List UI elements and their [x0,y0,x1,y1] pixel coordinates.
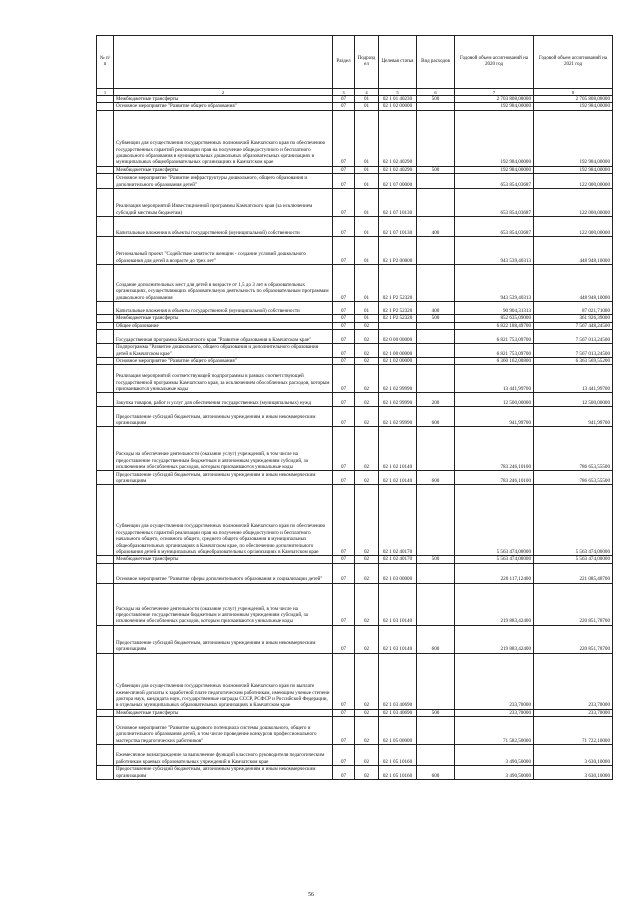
amount-2021-cell: 2 705 808,00000 [534,96,613,103]
index-cell: 6 [417,89,455,96]
budget-table-sheet [96,35,612,780]
subsection-cell: 02 [355,393,379,407]
table-row [97,322,613,329]
table-row [97,110,613,166]
amount-2020-cell: 783 246,10100 [455,427,534,471]
amount-2020-cell: 6 821 753,09700 [455,330,534,344]
expense-cell: 600 [417,407,455,427]
expense-cell [417,358,455,365]
table-row [97,166,613,173]
num-cell [97,166,114,173]
section-cell: 07 [333,653,355,709]
expense-cell [417,717,455,745]
index-cell: 2 [114,89,333,96]
expense-cell: 400 [417,302,455,315]
section-cell: 07 [333,485,355,556]
num-cell [97,344,114,358]
amount-2020-cell: 852 635,09000 [455,315,534,322]
expense-cell: 600 [417,766,455,780]
expense-cell: 500 [417,166,455,173]
col-header-2021: Годовой объем ассигнований на 2021 год [534,36,613,89]
expense-cell [417,330,455,344]
subsection-cell: 01 [355,103,379,110]
table-row [97,625,613,653]
subsection-cell: 01 [355,110,379,166]
subsection-cell: 01 [355,315,379,322]
target-cell: 02 1 P2 00000 [379,237,417,265]
table-row [97,407,613,427]
table-row [97,237,613,265]
section-cell: 07 [333,563,355,583]
target-cell: 02 1 03 00000 [379,563,417,583]
amount-2020-cell: 6 360 162,00800 [455,358,534,365]
name-cell: Субвенции для осуществления государственных полномочий Камчатского края по обеспечению государственных гарантий реализации прав на получение общедоступного и бесплатного начального общего, основного общего, среднего общего образования в муниципальных общеобразовательных организациях в Камчатском крае, по обеспечению дополнительного образования детей в муниципальных общеобразовательных организациях в Камчатском крае [114,485,333,556]
num-cell [97,302,114,315]
table-row [97,217,613,237]
num-cell [97,322,114,329]
table-row [97,556,613,563]
amount-2021-cell: 192 984,00000 [534,103,613,110]
target-cell: 02 1 02 10140 [379,471,417,485]
subsection-cell: 02 [355,344,379,358]
amount-2020-cell: 5 563 474,00000 [455,485,534,556]
target-cell: 02 1 P2 52320 [379,265,417,302]
subsection-cell: 02 [355,717,379,745]
target-cell: 02 1 07 00000 [379,174,417,189]
expense-cell [417,583,455,625]
index-cell: 1 [97,89,114,96]
amount-2021-cell: 122 000,00000 [534,189,613,217]
amount-2021-cell: 5 563 474,00000 [534,556,613,563]
amount-2021-cell: 3 630,10000 [534,745,613,766]
target-cell: 02 1 02 99990 [379,365,417,393]
amount-2021-cell: 13 441,99700 [534,365,613,393]
expense-cell: 200 [417,393,455,407]
subsection-cell: 02 [355,427,379,471]
target-cell: 02 1 05 10160 [379,745,417,766]
name-cell: Основное мероприятие "Развитие инфраструктуры дошкольного, общего образования и дополнительного образования детей" [114,174,333,189]
col-header-subsection: Подраздел [355,36,379,89]
amount-2020-cell: 941,99700 [455,407,534,427]
expense-cell [417,174,455,189]
expense-cell [417,265,455,302]
amount-2021-cell: 122 000,00000 [534,217,613,237]
amount-2020-cell: 13 441,99700 [455,365,534,393]
amount-2021-cell: 192 984,00000 [534,166,613,173]
section-cell: 07 [333,766,355,780]
column-index-row [97,89,613,96]
expense-cell: 600 [417,625,455,653]
amount-2020-cell: 783 246,10100 [455,471,534,485]
index-cell: 8 [534,89,613,96]
table-row [97,189,613,217]
target-cell: 02 1 02 40290 [379,166,417,173]
index-cell: 7 [455,89,534,96]
name-cell: Общее образование [114,322,333,329]
subsection-cell: 01 [355,237,379,265]
amount-2020-cell: 6 822 188,49700 [455,322,534,329]
amount-2021-cell: 5 563 474,00000 [534,485,613,556]
num-cell [97,709,114,716]
table-row [97,96,613,103]
num-cell [97,330,114,344]
expense-cell [417,365,455,393]
section-cell: 07 [333,365,355,393]
amount-2020-cell: 653 854,03687 [455,189,534,217]
name-cell: Расходы на обеспечение деятельности (оказание услуг) учреждений, в том числе на предоставление государственным бюджетным и автономным учреждениям субсидий, за исключением обособленных расходов, которым присваиваются уникальные коды [114,583,333,625]
target-cell: 02 1 02 00000 [379,358,417,365]
amount-2020-cell: 219 883,42400 [455,625,534,653]
col-header-expense: Вид расходов [417,36,455,89]
name-cell: Предоставление субсидий бюджетным, автономным учреждениям и иным некоммерческим организациям [114,407,333,427]
expense-cell: 500 [417,556,455,563]
amount-2020-cell: 219 883,42400 [455,583,534,625]
amount-2021-cell: 361 926,39000 [534,315,613,322]
expense-cell [417,485,455,556]
expense-cell [417,189,455,217]
col-header-2020: Годовой объем ассигнований на 2020 год [455,36,534,89]
name-cell: Межбюджетные трансферты [114,315,333,322]
section-cell: 07 [333,625,355,653]
table-row [97,485,613,556]
amount-2020-cell: 233,70000 [455,709,534,716]
num-cell [97,265,114,302]
name-cell: Основное мероприятие "Развитие сферы дополнительного образования и социализации детей" [114,563,333,583]
expense-cell: 500 [417,315,455,322]
target-cell: 02 1 07 10130 [379,217,417,237]
expense-cell [417,344,455,358]
table-row [97,174,613,189]
section-cell: 07 [333,556,355,563]
section-cell: 07 [333,237,355,265]
name-cell: Закупка товаров, работ и услуг для обеспечения государственных (муниципальных) нужд [114,393,333,407]
section-cell: 07 [333,189,355,217]
expense-cell [417,237,455,265]
num-cell [97,358,114,365]
section-cell: 07 [333,265,355,302]
subsection-cell: 01 [355,302,379,315]
budget-table [96,35,613,780]
target-cell: 02 1 02 00000 [379,103,417,110]
num-cell [97,471,114,485]
amount-2021-cell: 786 653,55500 [534,427,613,471]
subsection-cell: 01 [355,265,379,302]
name-cell: Капитальные вложения в объекты государственной (муниципальной) собственности [114,302,333,315]
subsection-cell: 02 [355,583,379,625]
subsection-cell: 01 [355,96,379,103]
section-cell: 07 [333,745,355,766]
col-header-target: Целевая статья [379,36,417,89]
subsection-cell: 02 [355,407,379,427]
amount-2020-cell: 71 582,50000 [455,717,534,745]
amount-2020-cell: 943 539,40313 [455,237,534,265]
section-cell: 07 [333,166,355,173]
name-cell: Межбюджетные трансферты [114,96,333,103]
table-row [97,427,613,471]
subsection-cell: 02 [355,358,379,365]
target-cell: 02 1 P2 52320 [379,302,417,315]
section-cell: 07 [333,217,355,237]
name-cell: Создание дополнительных мест для детей в возрасте от 1,5 до 3 лет в образовательных организациях, осуществляющих образовательную деятельность по образовательным программам дошкольного образования [114,265,333,302]
amount-2021-cell: 7 567 013,24500 [534,330,613,344]
expense-cell [417,745,455,766]
section-cell: 07 [333,344,355,358]
expense-cell [417,103,455,110]
name-cell: Предоставление субсидий бюджетным, автономным учреждениям и иным некоммерческим организациям [114,471,333,485]
name-cell: Межбюджетные трансферты [114,709,333,716]
expense-cell: 400 [417,217,455,237]
target-cell: 02 1 02 40170 [379,485,417,556]
subsection-cell: 02 [355,563,379,583]
target-cell: 02 1 00 00000 [379,344,417,358]
table-row [97,302,613,315]
target-cell: 02 1 07 10130 [379,189,417,217]
amount-2020-cell: 653 854,03687 [455,217,534,237]
expense-cell [417,427,455,471]
col-header-section: Раздел [333,36,355,89]
num-cell [97,103,114,110]
num-cell [97,393,114,407]
target-cell: 02 1 02 40170 [379,556,417,563]
name-cell: Предоставление субсидий бюджетным, автономным учреждениям и иным некоммерческим организациям [114,766,333,780]
amount-2020-cell: 220 117,12400 [455,563,534,583]
table-row [97,330,613,344]
amount-2021-cell: 941,99700 [534,407,613,427]
amount-2021-cell: 122 000,00000 [534,174,613,189]
expense-cell: 600 [417,471,455,485]
table-row [97,315,613,322]
amount-2020-cell: 192 984,00000 [455,110,534,166]
table-row [97,717,613,745]
section-cell: 07 [333,110,355,166]
name-cell: Предоставление субсидий бюджетным, автономным учреждениям и иным некоммерческим организациям [114,625,333,653]
subsection-cell: 02 [355,556,379,563]
expense-cell [417,563,455,583]
section-cell: 07 [333,709,355,716]
name-cell: Субвенции для осуществления государственных полномочий Камчатского края по обеспечению государственных гарантий реализации прав на получение общедоступного и бесплатного дошкольного образования в муниципальных дошкольных образовательных организациях и муниципальных общеобразовательных организациях в Камчатском крае [114,110,333,166]
amount-2020-cell: 12 500,00000 [455,393,534,407]
subsection-cell: 02 [355,322,379,329]
amount-2021-cell: 7 567 013,24500 [534,344,613,358]
name-cell: Ежемесячное вознаграждение за выполнение функций классного руководителя педагогическим работникам краевых образовательных учреждений в Камчатском крае [114,745,333,766]
table-row [97,344,613,358]
page-number: 56 [308,892,314,898]
num-cell [97,96,114,103]
amount-2021-cell: 192 984,00000 [534,110,613,166]
num-cell [97,485,114,556]
amount-2021-cell: 12 500,00000 [534,393,613,407]
num-cell [97,365,114,393]
amount-2021-cell: 71 722,10000 [534,717,613,745]
name-cell: Межбюджетные трансферты [114,556,333,563]
name-cell: Подпрограмма "Развитие дошкольного, общего образования и дополнительного образования детей в Камчатском крае" [114,344,333,358]
name-cell: Межбюджетные трансферты [114,166,333,173]
section-cell: 07 [333,103,355,110]
subsection-cell: 02 [355,766,379,780]
subsection-cell: 01 [355,189,379,217]
amount-2020-cell: 5 563 474,00000 [455,556,534,563]
amount-2020-cell: 2 703 808,00000 [455,96,534,103]
amount-2021-cell: 6 363 569,55200 [534,358,613,365]
table-row [97,103,613,110]
num-cell [97,563,114,583]
table-row [97,745,613,766]
name-cell: Субвенции для осуществления государственных полномочий Камчатского края по выплате ежемесячной доплаты к заработной плате педагогическим работникам, имеющим ученые степени доктора наук, кандидата наук, государственные награды СССР, РСФСР и Российской Федерации, в отдельных муниципальных образовательных организациях в Камчатском крае [114,653,333,709]
amount-2020-cell: 192 984,00000 [455,166,534,173]
section-cell: 07 [333,174,355,189]
amount-2020-cell: 653 854,03687 [455,174,534,189]
col-header-name [114,36,333,89]
num-cell [97,625,114,653]
amount-2021-cell: 3 630,10000 [534,766,613,780]
amount-2021-cell: 87 021,71000 [534,302,613,315]
section-cell: 07 [333,302,355,315]
amount-2021-cell: 233,70000 [534,709,613,716]
amount-2020-cell: 943 539,40313 [455,265,534,302]
target-cell: 02 1 02 99990 [379,393,417,407]
table-row [97,653,613,709]
target-cell [379,322,417,329]
section-cell: 07 [333,322,355,329]
subsection-cell: 01 [355,166,379,173]
amount-2020-cell: 6 821 753,09700 [455,344,534,358]
subsection-cell: 02 [355,625,379,653]
index-cell: 3 [333,89,355,96]
num-cell [97,315,114,322]
num-cell [97,427,114,471]
name-cell: Реализация мероприятий Инвестиционной программы Камчатского края (за исключением субсидий местным бюджетам) [114,189,333,217]
amount-2021-cell: 221 085,48700 [534,563,613,583]
amount-2021-cell: 786 653,55500 [534,471,613,485]
name-cell: Расходы на обеспечение деятельности (оказание услуг) учреждений, в том числе на предоставление государственным бюджетным и автономным учреждениям субсидий, за исключением обособленных расходов, которым присваиваются уникальные коды [114,427,333,471]
table-row [97,563,613,583]
target-cell: 02 1 03 40690 [379,653,417,709]
table-row [97,471,613,485]
table-row [97,265,613,302]
amount-2020-cell: 192 984,00000 [455,103,534,110]
num-cell [97,174,114,189]
section-cell: 07 [333,358,355,365]
name-cell: Основное мероприятие "Развитие общего образования" [114,358,333,365]
table-row [97,393,613,407]
num-cell [97,110,114,166]
target-cell: 02 0 00 00000 [379,330,417,344]
amount-2020-cell: 233,70000 [455,653,534,709]
col-header-num: № п/п [97,36,114,89]
amount-2021-cell: 7 567 448,24500 [534,322,613,329]
subsection-cell: 02 [355,330,379,344]
section-cell: 07 [333,393,355,407]
section-cell: 07 [333,330,355,344]
target-cell: 02 1 05 10160 [379,766,417,780]
target-cell: 02 1 03 10140 [379,583,417,625]
subsection-cell: 02 [355,471,379,485]
expense-cell [417,653,455,709]
section-cell: 07 [333,315,355,322]
num-cell [97,556,114,563]
num-cell [97,745,114,766]
name-cell: Основное мероприятие "Развитие кадрового потенциала системы дошкольного, общего и дополнительного образования детей, в том числе проведение конкурсов профессионального мастерства педагогических работников" [114,717,333,745]
table-row [97,358,613,365]
index-cell: 4 [355,89,379,96]
section-cell: 07 [333,717,355,745]
target-cell: 02 1 02 40290 [379,110,417,166]
amount-2021-cell: 448 948,10000 [534,265,613,302]
subsection-cell: 02 [355,709,379,716]
target-cell: 02 1 03 40690 [379,709,417,716]
table-row [97,365,613,393]
expense-cell [417,322,455,329]
num-cell [97,407,114,427]
amount-2021-cell: 220 851,78700 [534,625,613,653]
num-cell [97,653,114,709]
amount-2021-cell: 448 948,10000 [534,237,613,265]
name-cell: Государственная программа Камчатского края "Развитие образования в Камчатском крае" [114,330,333,344]
section-cell: 07 [333,427,355,471]
index-cell: 5 [379,89,417,96]
table-row [97,583,613,625]
table-row [97,766,613,780]
expense-cell [417,110,455,166]
amount-2020-cell: 90 904,31313 [455,302,534,315]
amount-2020-cell: 3 490,50000 [455,766,534,780]
name-cell: Реализация мероприятий соответствующей подпрограммы в рамках соответствующей государственной программы Камчатского края, за исключением обособленных расходов, которым присваиваются уникальные коды [114,365,333,393]
section-cell: 07 [333,407,355,427]
expense-cell: 500 [417,96,455,103]
num-cell [97,583,114,625]
num-cell [97,766,114,780]
target-cell: 02 1 05 00000 [379,717,417,745]
subsection-cell: 01 [355,217,379,237]
target-cell: 02 1 02 10140 [379,427,417,471]
num-cell [97,717,114,745]
table-row [97,709,613,716]
target-cell: 02 1 03 10140 [379,625,417,653]
subsection-cell: 02 [355,653,379,709]
subsection-cell: 02 [355,365,379,393]
num-cell [97,237,114,265]
subsection-cell: 02 [355,745,379,766]
target-cell: 02 1 P2 52320 [379,315,417,322]
section-cell: 07 [333,471,355,485]
name-cell: Капитальные вложения в объекты государственной (муниципальной) собственности [114,217,333,237]
num-cell [97,189,114,217]
subsection-cell: 01 [355,174,379,189]
name-cell: Основное мероприятие "Развитие общего образования" [114,103,333,110]
amount-2021-cell: 233,70000 [534,653,613,709]
amount-2021-cell: 220 851,78700 [534,583,613,625]
name-cell: Региональный проект "Содействие занятости женщин - создание условий дошкольного образования для детей в возрасте до трех лет" [114,237,333,265]
target-cell: 02 1 02 99990 [379,407,417,427]
section-cell: 07 [333,96,355,103]
table-header-row [97,36,613,89]
amount-2020-cell: 3 490,50000 [455,745,534,766]
section-cell: 07 [333,583,355,625]
target-cell: 02 1 01 40230 [379,96,417,103]
expense-cell: 500 [417,709,455,716]
subsection-cell: 02 [355,485,379,556]
num-cell [97,217,114,237]
